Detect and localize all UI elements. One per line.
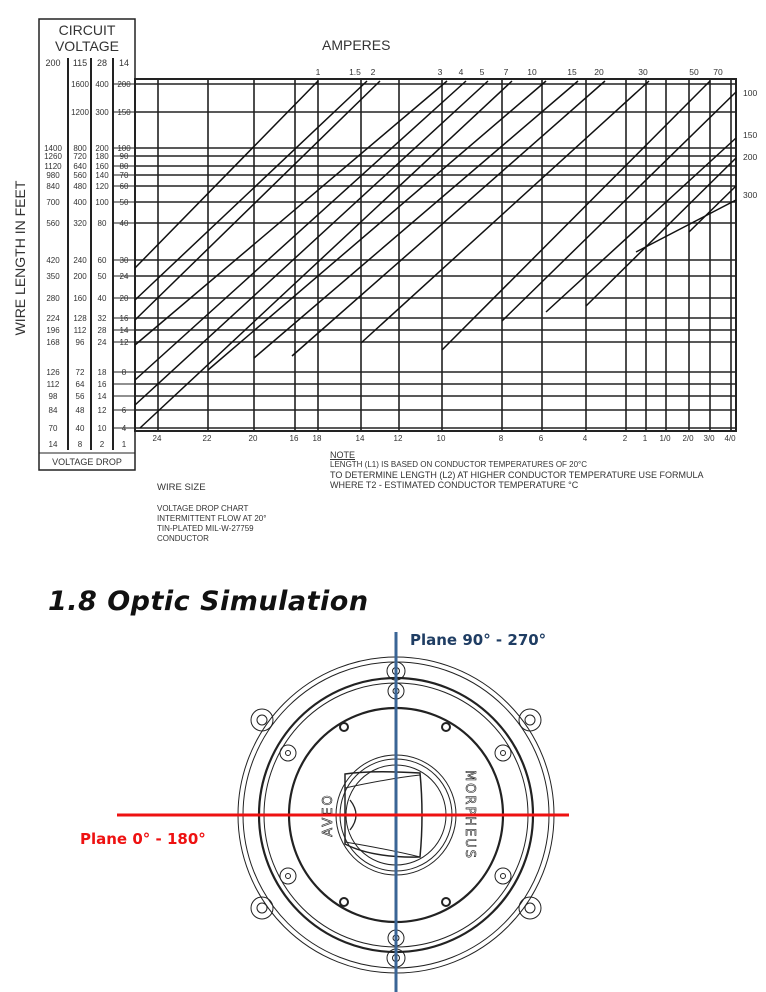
svg-text:160: 160 xyxy=(95,162,109,171)
svg-text:22: 22 xyxy=(202,434,212,443)
wire-size-label: WIRE SIZE xyxy=(157,482,206,493)
svg-text:1120: 1120 xyxy=(44,162,62,171)
svg-text:80: 80 xyxy=(97,219,107,228)
svg-text:3: 3 xyxy=(437,67,443,77)
svg-text:224: 224 xyxy=(46,314,60,323)
svg-text:30: 30 xyxy=(119,256,129,265)
svg-text:7: 7 xyxy=(503,67,509,77)
section-title: 1.8 Optic Simulation xyxy=(48,586,369,617)
svg-text:98: 98 xyxy=(48,392,58,401)
svg-text:6: 6 xyxy=(538,434,544,443)
svg-text:1400: 1400 xyxy=(44,144,62,153)
svg-text:180: 180 xyxy=(95,152,109,161)
svg-text:2: 2 xyxy=(99,440,105,449)
svg-text:280: 280 xyxy=(46,294,60,303)
svg-text:200: 200 xyxy=(117,80,131,89)
svg-text:12: 12 xyxy=(97,406,107,415)
svg-text:18: 18 xyxy=(312,434,322,443)
svg-text:1200: 1200 xyxy=(71,108,89,117)
svg-text:14: 14 xyxy=(118,58,130,68)
svg-text:6: 6 xyxy=(121,406,127,415)
svg-text:24: 24 xyxy=(97,338,107,347)
svg-text:300: 300 xyxy=(95,108,109,117)
svg-text:200: 200 xyxy=(743,152,758,162)
svg-text:30: 30 xyxy=(638,67,648,77)
svg-text:140: 140 xyxy=(95,171,109,180)
svg-text:84: 84 xyxy=(48,406,58,415)
svg-text:96: 96 xyxy=(75,338,85,347)
caption-line: TIN-PLATED MIL-W-27759 xyxy=(157,524,254,533)
svg-text:400: 400 xyxy=(73,198,87,207)
svg-text:50: 50 xyxy=(97,272,107,281)
svg-text:150: 150 xyxy=(743,130,758,140)
svg-text:16: 16 xyxy=(97,380,107,389)
svg-text:560: 560 xyxy=(73,171,87,180)
svg-text:400: 400 xyxy=(95,80,109,89)
svg-text:160: 160 xyxy=(73,294,87,303)
svg-text:90: 90 xyxy=(119,152,129,161)
svg-text:4: 4 xyxy=(121,424,127,433)
svg-text:40: 40 xyxy=(75,424,85,433)
svg-text:14: 14 xyxy=(48,440,58,449)
svg-text:200: 200 xyxy=(73,272,87,281)
svg-text:10: 10 xyxy=(436,434,446,443)
plane-90-270-label: Plane 90° - 270° xyxy=(410,631,547,649)
svg-text:15: 15 xyxy=(567,67,577,77)
chart-note xyxy=(330,450,704,490)
svg-text:8: 8 xyxy=(498,434,504,443)
svg-text:5: 5 xyxy=(479,67,485,77)
svg-text:24: 24 xyxy=(152,434,162,443)
svg-text:4/0: 4/0 xyxy=(724,434,736,443)
svg-text:70: 70 xyxy=(48,424,58,433)
svg-text:12: 12 xyxy=(119,338,129,347)
svg-text:480: 480 xyxy=(73,182,87,191)
svg-text:1260: 1260 xyxy=(44,152,62,161)
svg-text:100: 100 xyxy=(743,88,758,98)
caption-line: CONDUCTOR xyxy=(157,534,209,543)
svg-text:112: 112 xyxy=(73,326,87,335)
svg-text:10: 10 xyxy=(527,67,537,77)
svg-text:126: 126 xyxy=(46,368,60,377)
svg-text:196: 196 xyxy=(46,326,60,335)
svg-text:14: 14 xyxy=(119,326,129,335)
note-line: TO DETERMINE LENGTH (L2) AT HIGHER CONDUCTOR TEMPERATURE USE FORMULA xyxy=(330,470,704,480)
svg-text:70: 70 xyxy=(119,171,129,180)
svg-text:840: 840 xyxy=(46,182,60,191)
svg-text:200: 200 xyxy=(45,58,61,68)
note-line: WHERE T2 - ESTIMATED CONDUCTOR TEMPERATURE °C xyxy=(330,480,579,490)
voltage-drop-footer: VOLTAGE DROP xyxy=(52,457,122,467)
svg-text:8: 8 xyxy=(77,440,83,449)
svg-text:2: 2 xyxy=(370,67,376,77)
svg-text:112: 112 xyxy=(46,380,60,389)
svg-text:420: 420 xyxy=(46,256,60,265)
svg-text:40: 40 xyxy=(97,294,107,303)
svg-text:60: 60 xyxy=(97,256,107,265)
svg-text:8: 8 xyxy=(121,368,127,377)
svg-text:1/0: 1/0 xyxy=(659,434,671,443)
brand-left-text: AVEO xyxy=(321,793,336,837)
svg-text:4: 4 xyxy=(458,67,464,77)
svg-text:28: 28 xyxy=(96,58,108,68)
svg-text:10: 10 xyxy=(97,424,107,433)
plane-0-180-label: Plane 0° - 180° xyxy=(80,830,206,848)
svg-text:200: 200 xyxy=(95,144,109,153)
svg-text:120: 120 xyxy=(95,182,109,191)
svg-text:350: 350 xyxy=(46,272,60,281)
svg-text:1.5: 1.5 xyxy=(349,67,361,77)
svg-text:32: 32 xyxy=(97,314,107,323)
svg-text:60: 60 xyxy=(119,182,129,191)
svg-text:3/0: 3/0 xyxy=(703,434,715,443)
svg-text:1: 1 xyxy=(121,440,127,449)
svg-text:2: 2 xyxy=(622,434,628,443)
svg-text:12: 12 xyxy=(393,434,403,443)
circuit-voltage-header xyxy=(39,22,135,54)
svg-text:1: 1 xyxy=(315,67,321,77)
svg-text:100: 100 xyxy=(117,144,131,153)
svg-text:14: 14 xyxy=(355,434,365,443)
note-heading: NOTE xyxy=(330,450,356,460)
svg-text:48: 48 xyxy=(75,406,85,415)
svg-text:28: 28 xyxy=(97,326,107,335)
svg-text:168: 168 xyxy=(46,338,60,347)
svg-text:980: 980 xyxy=(46,171,60,180)
svg-text:4: 4 xyxy=(582,434,588,443)
svg-text:56: 56 xyxy=(75,392,85,401)
svg-text:20: 20 xyxy=(594,67,604,77)
svg-text:20: 20 xyxy=(119,294,129,303)
svg-text:700: 700 xyxy=(46,198,60,207)
svg-text:16: 16 xyxy=(289,434,299,443)
svg-text:18: 18 xyxy=(97,368,107,377)
svg-text:115: 115 xyxy=(72,58,88,68)
y-axis-label: WIRE LENGTH IN FEET xyxy=(12,180,28,336)
svg-text:20: 20 xyxy=(248,434,258,443)
svg-text:150: 150 xyxy=(117,108,131,117)
optic-diagram xyxy=(0,620,766,992)
svg-text:128: 128 xyxy=(73,314,87,323)
svg-text:70: 70 xyxy=(713,67,723,77)
svg-text:72: 72 xyxy=(75,368,85,377)
svg-text:720: 720 xyxy=(73,152,87,161)
svg-text:64: 64 xyxy=(75,380,85,389)
svg-text:1: 1 xyxy=(642,434,648,443)
svg-text:800: 800 xyxy=(73,144,87,153)
svg-text:80: 80 xyxy=(119,162,129,171)
svg-text:100: 100 xyxy=(95,198,109,207)
chart-caption xyxy=(157,504,266,544)
svg-text:50: 50 xyxy=(119,198,129,207)
caption-line: INTERMITTENT FLOW AT 20° xyxy=(157,514,267,523)
svg-text:320: 320 xyxy=(73,219,87,228)
svg-text:1600: 1600 xyxy=(71,80,89,89)
svg-text:40: 40 xyxy=(119,219,129,228)
svg-text:240: 240 xyxy=(73,256,87,265)
svg-text:2/0: 2/0 xyxy=(682,434,694,443)
svg-text:640: 640 xyxy=(73,162,87,171)
amperes-label: AMPERES xyxy=(322,37,391,53)
svg-text:24: 24 xyxy=(119,272,129,281)
svg-text:16: 16 xyxy=(119,314,129,323)
brand-right-text: MORPHEUS xyxy=(462,769,477,861)
svg-text:50: 50 xyxy=(689,67,699,77)
caption-title: VOLTAGE DROP CHART xyxy=(157,504,249,513)
circuit-voltage-text: CIRCUIT VOLTAGE xyxy=(54,22,120,54)
svg-text:14: 14 xyxy=(97,392,107,401)
svg-text:300: 300 xyxy=(743,190,758,200)
svg-text:560: 560 xyxy=(46,219,60,228)
note-line: LENGTH (L1) IS BASED ON CONDUCTOR TEMPERATURES OF 20°C xyxy=(330,460,588,469)
